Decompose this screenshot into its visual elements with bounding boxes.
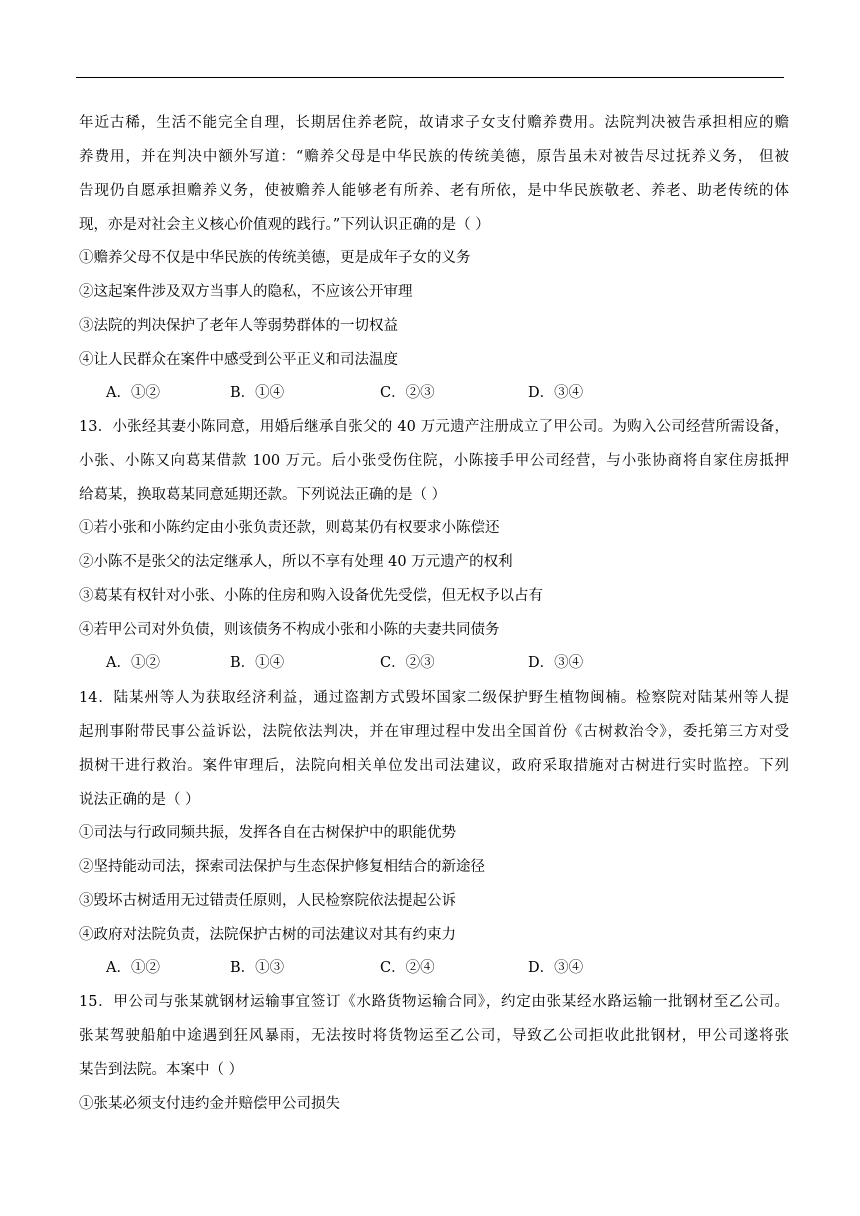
option-d: D．③④	[528, 960, 584, 976]
q12-item: ①赡养父母不仅是中华民族的传统美德，更是成年子女的义务	[79, 250, 471, 266]
q13-item: ③葛某有权针对小张、小陈的住房和购入设备优先受偿，但无权予以占有	[79, 588, 543, 604]
q14-stem-line: 14．陆某州等人为获取经济利益，通过盗割方式毁坏国家二级保护野生植物闽楠。检察院对陆某州等人提	[79, 690, 789, 706]
header-rule	[76, 77, 784, 78]
q12-item: ②这起案件涉及双方当事人的隐私，不应该公开审理	[79, 284, 413, 300]
q12-item: ③法院的判决保护了老年人等弱势群体的一切权益	[79, 318, 398, 334]
q13-stem-line: 13．小张经其妻小陈同意，用婚后继承自张父的 40 万元遗产注册成立了甲公司。为购入公司经营所需设备，	[79, 419, 789, 435]
q15-stem-line: 某告到法院。本案中（ ）	[79, 1062, 244, 1078]
option-c: C．②③	[380, 385, 435, 401]
q14-stem-line: 损树干进行救治。案件审理后，法院向相关单位发出司法建议，政府采取措施对古树进行实时监控。下列	[79, 758, 789, 774]
q15-stem-line: 15．甲公司与张某就钢材运输事宜签订《水路货物运输合同》，约定由张某经水路运输一批钢材至乙公司。	[79, 994, 789, 1010]
q14-item: ④政府对法院负责，法院保护古树的司法建议对其有约束力	[79, 927, 456, 943]
q12-paragraph-line: 年近古稀，生活不能完全自理，长期居住养老院，故请求子女支付赡养费用。法院判决被告承担相应的赡	[79, 115, 789, 131]
q13-item: ①若小张和小陈约定由小张负责还款，则葛某仍有权要求小陈偿还	[79, 520, 500, 536]
q15-item: ①张某必须支付违约金并赔偿甲公司损失	[79, 1096, 340, 1112]
option-b: B．①④	[230, 655, 285, 671]
q12-paragraph-line: 现，亦是对社会主义核心价值观的践行。”下列认识正确的是（ ）	[79, 217, 490, 233]
q13-stem-line: 给葛某，换取葛某同意延期还款。下列说法正确的是（ ）	[79, 487, 447, 503]
option-a: A．①②	[106, 960, 160, 976]
option-a: A．①②	[106, 385, 160, 401]
q14-stem-line: 起刑事附带民事公益诉讼，法院依法判决，并在审理过程中发出全国首份《古树救治令》，委托第三方对受	[79, 724, 789, 740]
q13-item: ②小陈不是张父的法定继承人，所以不享有处理 40 万元遗产的权利	[79, 554, 513, 570]
q13-item: ④若甲公司对外负债，则该债务不构成小张和小陈的夫妻共同债务	[79, 622, 500, 638]
option-d: D．③④	[528, 655, 584, 671]
option-c: C．②④	[380, 960, 435, 976]
q14-item: ③毁坏古树适用无过错责任原则，人民检察院依法提起公诉	[79, 893, 456, 909]
q13-stem-line: 小张、小陈又向葛某借款 100 万元。后小张受伤住院，小陈接手甲公司经营，与小张协商将自家住房抵押	[79, 453, 789, 469]
option-b: B．①③	[230, 960, 285, 976]
q14-item: ①司法与行政同频共振，发挥各自在古树保护中的职能优势	[79, 825, 456, 841]
q12-paragraph-line: 养费用，并在判决中额外写道：“赡养父母是中华民族的传统美德，原告虽未对被告尽过抚养义务， 但被	[79, 149, 789, 165]
q15-stem-line: 张某驾驶船舶中途遇到狂风暴雨，无法按时将货物运至乙公司，导致乙公司拒收此批钢材，甲公司遂将张	[79, 1028, 789, 1044]
q12-item: ④让人民群众在案件中感受到公平正义和司法温度	[79, 352, 398, 368]
q12-paragraph-line: 告现仍自愿承担赡养义务，使被赡养人能够老有所养、老有所依，是中华民族敬老、养老、助老传统的体	[79, 183, 789, 199]
q14-item: ②坚持能动司法，探索司法保护与生态保护修复相结合的新途径	[79, 859, 485, 875]
option-c: C．②③	[380, 655, 435, 671]
option-b: B．①④	[230, 385, 285, 401]
option-a: A．①②	[106, 655, 160, 671]
option-d: D．③④	[528, 385, 584, 401]
q14-stem-line: 说法正确的是（ ）	[79, 792, 200, 808]
